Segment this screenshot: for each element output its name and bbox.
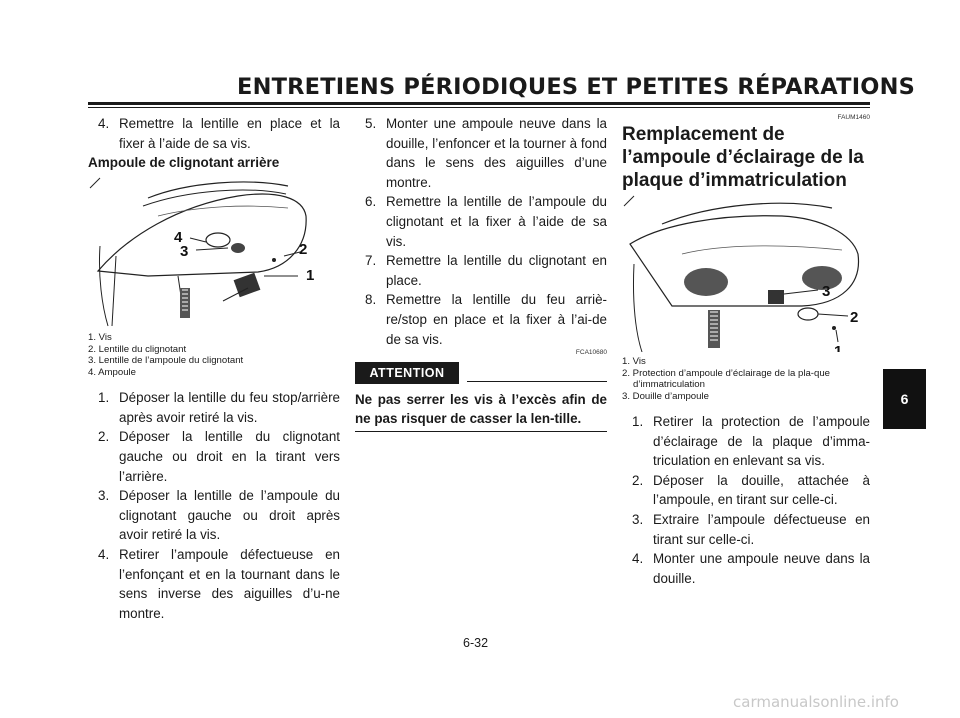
page-header-title: ENTRETIENS PÉRIODIQUES ET PETITES RÉPARATIONS <box>237 74 916 100</box>
list-item <box>355 192 607 251</box>
step-text: Retirer l’ampoule défectueuse en l’enfonçant et en la tournant dans le sens inverse des aiguilles d’u-ne montre. <box>119 546 340 621</box>
step-number: 8. <box>365 292 377 308</box>
attention-text: Ne pas serrer les vis à l’excès afin de ne pas risquer de casser la len-tille. <box>355 392 607 427</box>
legend-item: 4. Ampoule <box>88 366 137 378</box>
watermark: carmanualsonline.info <box>733 693 899 711</box>
list-item <box>622 412 870 471</box>
header-rule-thin <box>88 107 870 108</box>
list-item <box>88 486 340 545</box>
list-item <box>355 290 607 349</box>
callout-label: 3 <box>822 283 831 300</box>
figure-rear-turn-signal <box>88 176 340 328</box>
header-rule <box>88 102 870 105</box>
page-number: 6-32 <box>463 636 489 650</box>
legend-item: 2. Lentille du clignotant <box>88 343 187 355</box>
list-item <box>88 427 340 486</box>
step-text: Monter une ampoule neuve dans la douille. <box>653 551 870 586</box>
attention-rule <box>467 381 607 382</box>
legend-item: 3. Lentille de l’ampoule du clignotant <box>88 355 244 367</box>
callout-label: 3 <box>180 243 189 261</box>
step-number: 4. <box>98 116 110 131</box>
column-left <box>88 114 340 623</box>
figure-legend <box>88 332 340 378</box>
section-title: Remplacement de l’ampoule d’éclairage de la plaque d’immatriculation <box>622 124 864 191</box>
step-number: 6. <box>365 194 377 210</box>
list-item <box>355 114 607 192</box>
step-text: Déposer la douille, attachée à l’ampoule, en tirant sur celle-ci. <box>653 472 870 508</box>
reference-code: FAUM1460 <box>837 114 870 121</box>
step-text: Déposer la lentille de l’ampoule du clignotant gauche ou droit après avoir retiré la vis. <box>119 488 340 543</box>
scooter-rear-illustration <box>88 176 340 328</box>
step-text: Déposer la lentille du clignotant gauche ou droit en la tirant vers l’arrière. <box>119 429 340 484</box>
step-number: 3. <box>98 488 110 504</box>
figure-legend <box>622 356 870 402</box>
procedure-steps <box>622 412 870 588</box>
step-text: Extraire l’ampoule défectueuse en tirant sur celle-ci. <box>653 511 870 547</box>
step-text: Déposer la lentille du feu stop/arrière après avoir retiré la vis. <box>119 390 340 425</box>
scooter-license-light-illustration <box>622 194 870 352</box>
reference-code: FCA10680 <box>575 349 607 357</box>
step-text: Remettre la lentille du clignotant en place. <box>386 253 607 288</box>
column-right <box>622 114 870 588</box>
list-item <box>355 251 607 290</box>
list-item <box>622 471 870 510</box>
step-text: Remettre la lentille du feu arriè-re/stop en place et la fixer à l’ai-de de sa vis. <box>386 292 607 347</box>
step-text: Retirer la protection de l’ampoule d’éclairage de la plaque d’imma-triculation en enlevant sa vis. <box>653 414 870 469</box>
step-number: 1. <box>98 390 110 406</box>
step-number: 5. <box>365 116 377 131</box>
callout-label: 2 <box>850 309 859 326</box>
callout-label: 1 <box>306 267 315 285</box>
step-number: 2. <box>98 429 110 445</box>
list-item <box>622 510 870 549</box>
step-number: 4. <box>632 551 644 567</box>
step-number: 2. <box>632 472 644 488</box>
callout-label: 1 <box>834 343 843 352</box>
legend-item: 3. Douille d’ampoule <box>622 390 709 402</box>
step-number: 3. <box>632 511 644 527</box>
intro-steps <box>88 114 340 153</box>
step-number: 7. <box>365 253 377 269</box>
legend-item: 2. Protection d’ampoule d’éclairage de la pla-que d’immatriculation <box>622 367 830 390</box>
attention-end-rule <box>355 431 607 432</box>
subheading-rear-turn-signal: Ampoule de clignotant arrière <box>88 155 280 171</box>
list-item <box>88 114 340 153</box>
attention-badge: ATTENTION <box>355 362 459 384</box>
step-text: Monter une ampoule neuve dans la douille, l’enfoncer et la tourner à fond dans le sens des aiguilles d’une montre. <box>386 116 607 190</box>
callout-label: 4 <box>174 229 183 247</box>
procedure-steps-continued <box>355 114 607 349</box>
attention-header <box>355 362 607 384</box>
chapter-tab[interactable]: 6 <box>883 369 926 429</box>
list-item <box>622 549 870 588</box>
step-number: 4. <box>98 546 110 562</box>
list-item <box>88 545 340 623</box>
figure-license-plate-light <box>622 194 870 352</box>
step-number: 1. <box>632 414 644 429</box>
legend-item: 1. Vis <box>622 356 646 367</box>
callout-label: 2 <box>299 241 308 259</box>
legend-item: 1. Vis <box>88 332 112 344</box>
column-middle <box>355 114 607 432</box>
step-text: Remettre la lentille de l’ampoule du clignotant et la fixer à l’aide de sa vis. <box>386 194 607 249</box>
list-item <box>88 388 340 427</box>
procedure-steps <box>88 388 340 623</box>
step-text: Remettre la lentille en place et la fixer à l’aide de sa vis. <box>119 116 340 151</box>
